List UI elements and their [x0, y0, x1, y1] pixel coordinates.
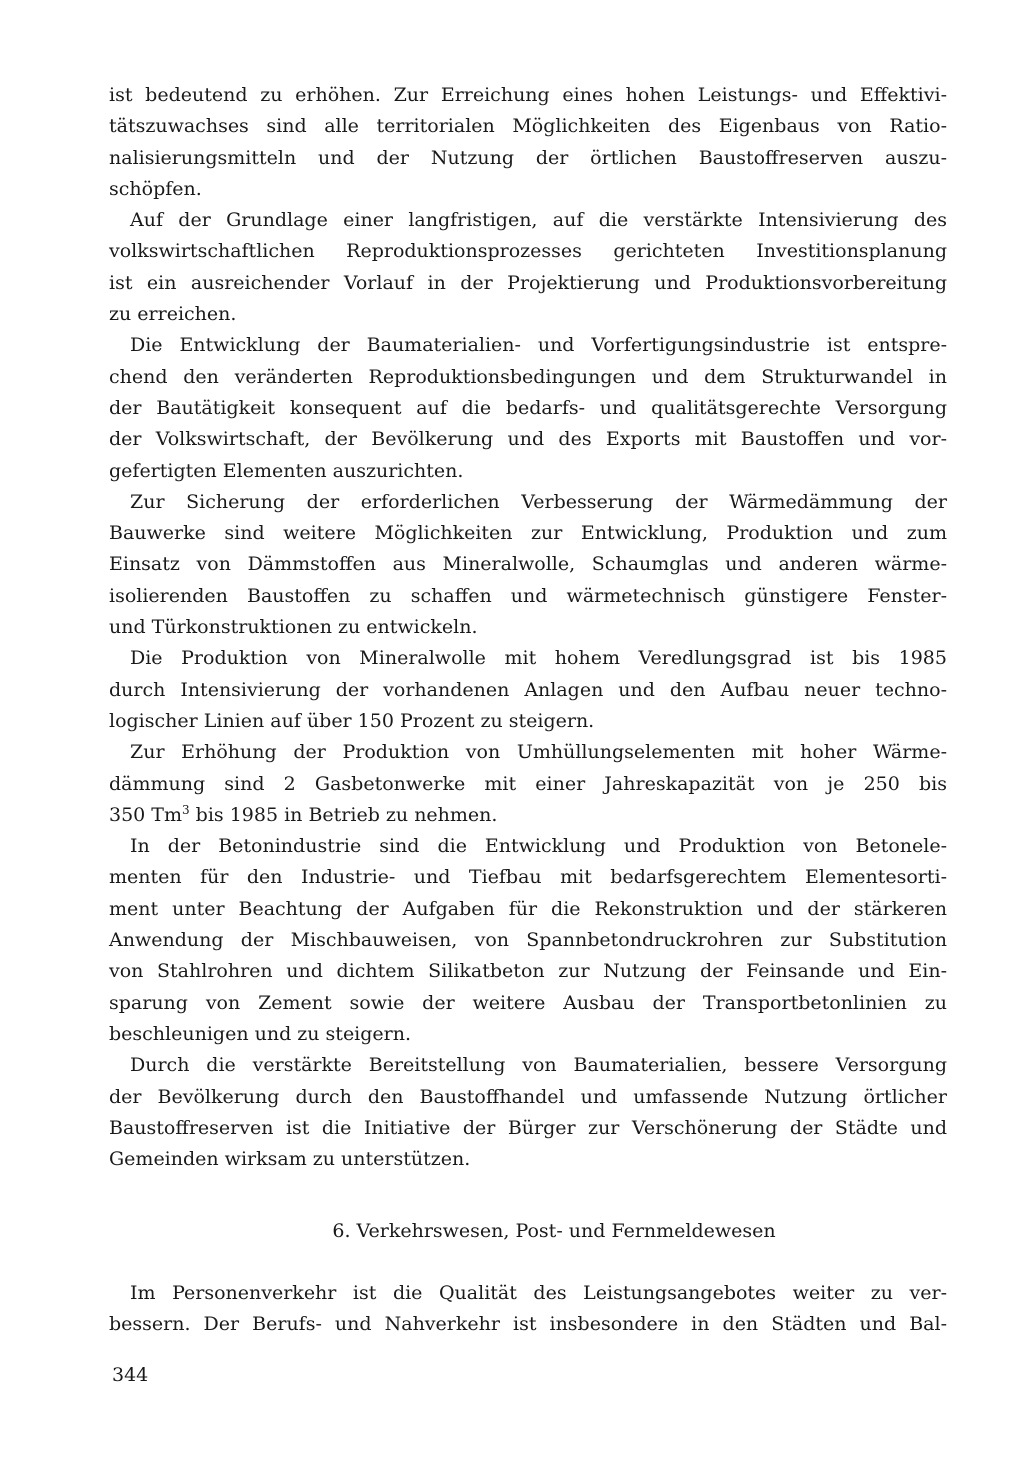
text-line: In der Betonindustrie sind die Entwicklung und Produktion von Betonele- [130, 835, 947, 858]
paragraph [109, 831, 947, 1050]
paragraph [109, 1278, 947, 1341]
text-line: durch Intensivierung der vorhandenen Anlagen und den Aufbau neuer techno- [109, 678, 947, 701]
text-line: Bauwerke sind weitere Möglichkeiten zur Entwicklung, Produktion und zum [109, 522, 947, 545]
text-line: der Bautätigkeit konsequent auf die bedarfs- und qualitätsgerechte Versorgung [109, 396, 947, 419]
text-line: Baustoffreserven ist die Initiative der Bürger zur Verschönerung der Städte und [109, 1116, 947, 1139]
text-line: Im Personenverkehr ist die Qualität des Leistungsangebotes weiter zu ver- [130, 1282, 947, 1304]
text-line: ist bedeutend zu erhöhen. Zur Erreichung eines hohen Leistungs- und Effektivi- [109, 84, 947, 106]
text-line: der Volkswirtschaft, der Bevölkerung und des Exports mit Baustoffen und vor- [109, 428, 947, 451]
text-fragment: bis 1985 in Betrieb zu nehmen. [189, 803, 498, 826]
superscript: 3 [182, 802, 190, 817]
paragraph [109, 1050, 947, 1175]
text-line: beschleunigen und zu steigern. [109, 1022, 412, 1045]
section-body [109, 1278, 947, 1341]
text-line: isolierenden Baustoffen zu schaffen und wärmetechnisch günstigere Fenster- [109, 584, 947, 607]
paragraph [109, 80, 947, 205]
paragraph [109, 737, 947, 831]
paragraph [109, 643, 947, 737]
text-line: gefertigten Elementen auszurichten. [109, 459, 464, 482]
text-line: bessern. Der Berufs- und Nahverkehr ist insbesondere in den Städten und Bal- [109, 1313, 947, 1336]
text-line: volkswirtschaftlichen Reproduktionsprozesses gerichteten Investitionsplanung [109, 240, 947, 263]
text-line: Die Produktion von Mineralwolle mit hohem Veredlungsgrad ist bis 1985 [130, 647, 947, 670]
text-line: sparung von Zement sowie der weitere Ausbau der Transportbetonlinien zu [109, 991, 947, 1014]
text-line: Auf der Grundlage einer langfristigen, auf die verstärkte Intensivierung des [130, 209, 947, 232]
text-line: Durch die verstärkte Bereitstellung von Baumaterialien, bessere Versorgung [130, 1054, 947, 1077]
text-line: Die Entwicklung der Baumaterialien- und Vorfertigungsindustrie ist entspre- [130, 334, 947, 357]
text-line: zu erreichen. [109, 303, 237, 326]
paragraph [109, 205, 947, 330]
text-line: Einsatz von Dämmstoffen aus Mineralwolle, Schaumglas und anderen wärme- [109, 553, 947, 576]
paragraph [109, 330, 947, 486]
text-line: menten für den Industrie- und Tiefbau mit bedarfsgerechtem Elementesorti- [109, 866, 947, 889]
text-line [109, 800, 947, 831]
text-line: Anwendung der Mischbauweisen, von Spannbetondruckrohren zur Substitution [109, 929, 947, 952]
text-line: und Türkonstruktionen zu entwickeln. [109, 616, 478, 639]
text-line: chend den veränderten Reproduktionsbedingungen und dem Strukturwandel in [109, 365, 947, 388]
text-line: ment unter Beachtung der Aufgaben für die Rekonstruktion und der stärkeren [109, 897, 947, 920]
text-line: tätszuwachses sind alle territorialen Möglichkeiten des Eigenbaus von Ratio- [109, 115, 947, 138]
section-heading [0, 1216, 1024, 1247]
section-heading-text: 6. Verkehrswesen, Post- und Fernmeldewesen [332, 1220, 776, 1242]
text-fragment: 350 Tm [109, 803, 182, 826]
text-line: ist ein ausreichender Vorlauf in der Projektierung und Produktionsvorbereitung [109, 271, 947, 294]
text-line: nalisierungsmitteln und der Nutzung der örtlichen Baustoffreserven auszu- [109, 146, 947, 169]
text-line: von Stahlrohren und dichtem Silikatbeton zur Nutzung der Feinsande und Ein- [109, 960, 947, 983]
text-line: Zur Erhöhung der Produktion von Umhüllungselementen mit hoher Wärme- [130, 741, 947, 764]
text-line: logischer Linien auf über 150 Prozent zu steigern. [109, 709, 595, 732]
paragraph [109, 487, 947, 643]
text-line: Gemeinden wirksam zu unterstützen. [109, 1148, 471, 1171]
page-body [109, 80, 947, 1175]
text-line: dämmung sind 2 Gasbetonwerke mit einer Jahreskapazität von je 250 bis [109, 772, 947, 795]
text-line: Zur Sicherung der erforderlichen Verbesserung der Wärmedämmung der [130, 490, 947, 513]
text-line: der Bevölkerung durch den Baustoffhandel und umfassende Nutzung örtlicher [109, 1085, 947, 1108]
text-line: schöpfen. [109, 177, 202, 200]
page-number: 344 [112, 1364, 149, 1386]
